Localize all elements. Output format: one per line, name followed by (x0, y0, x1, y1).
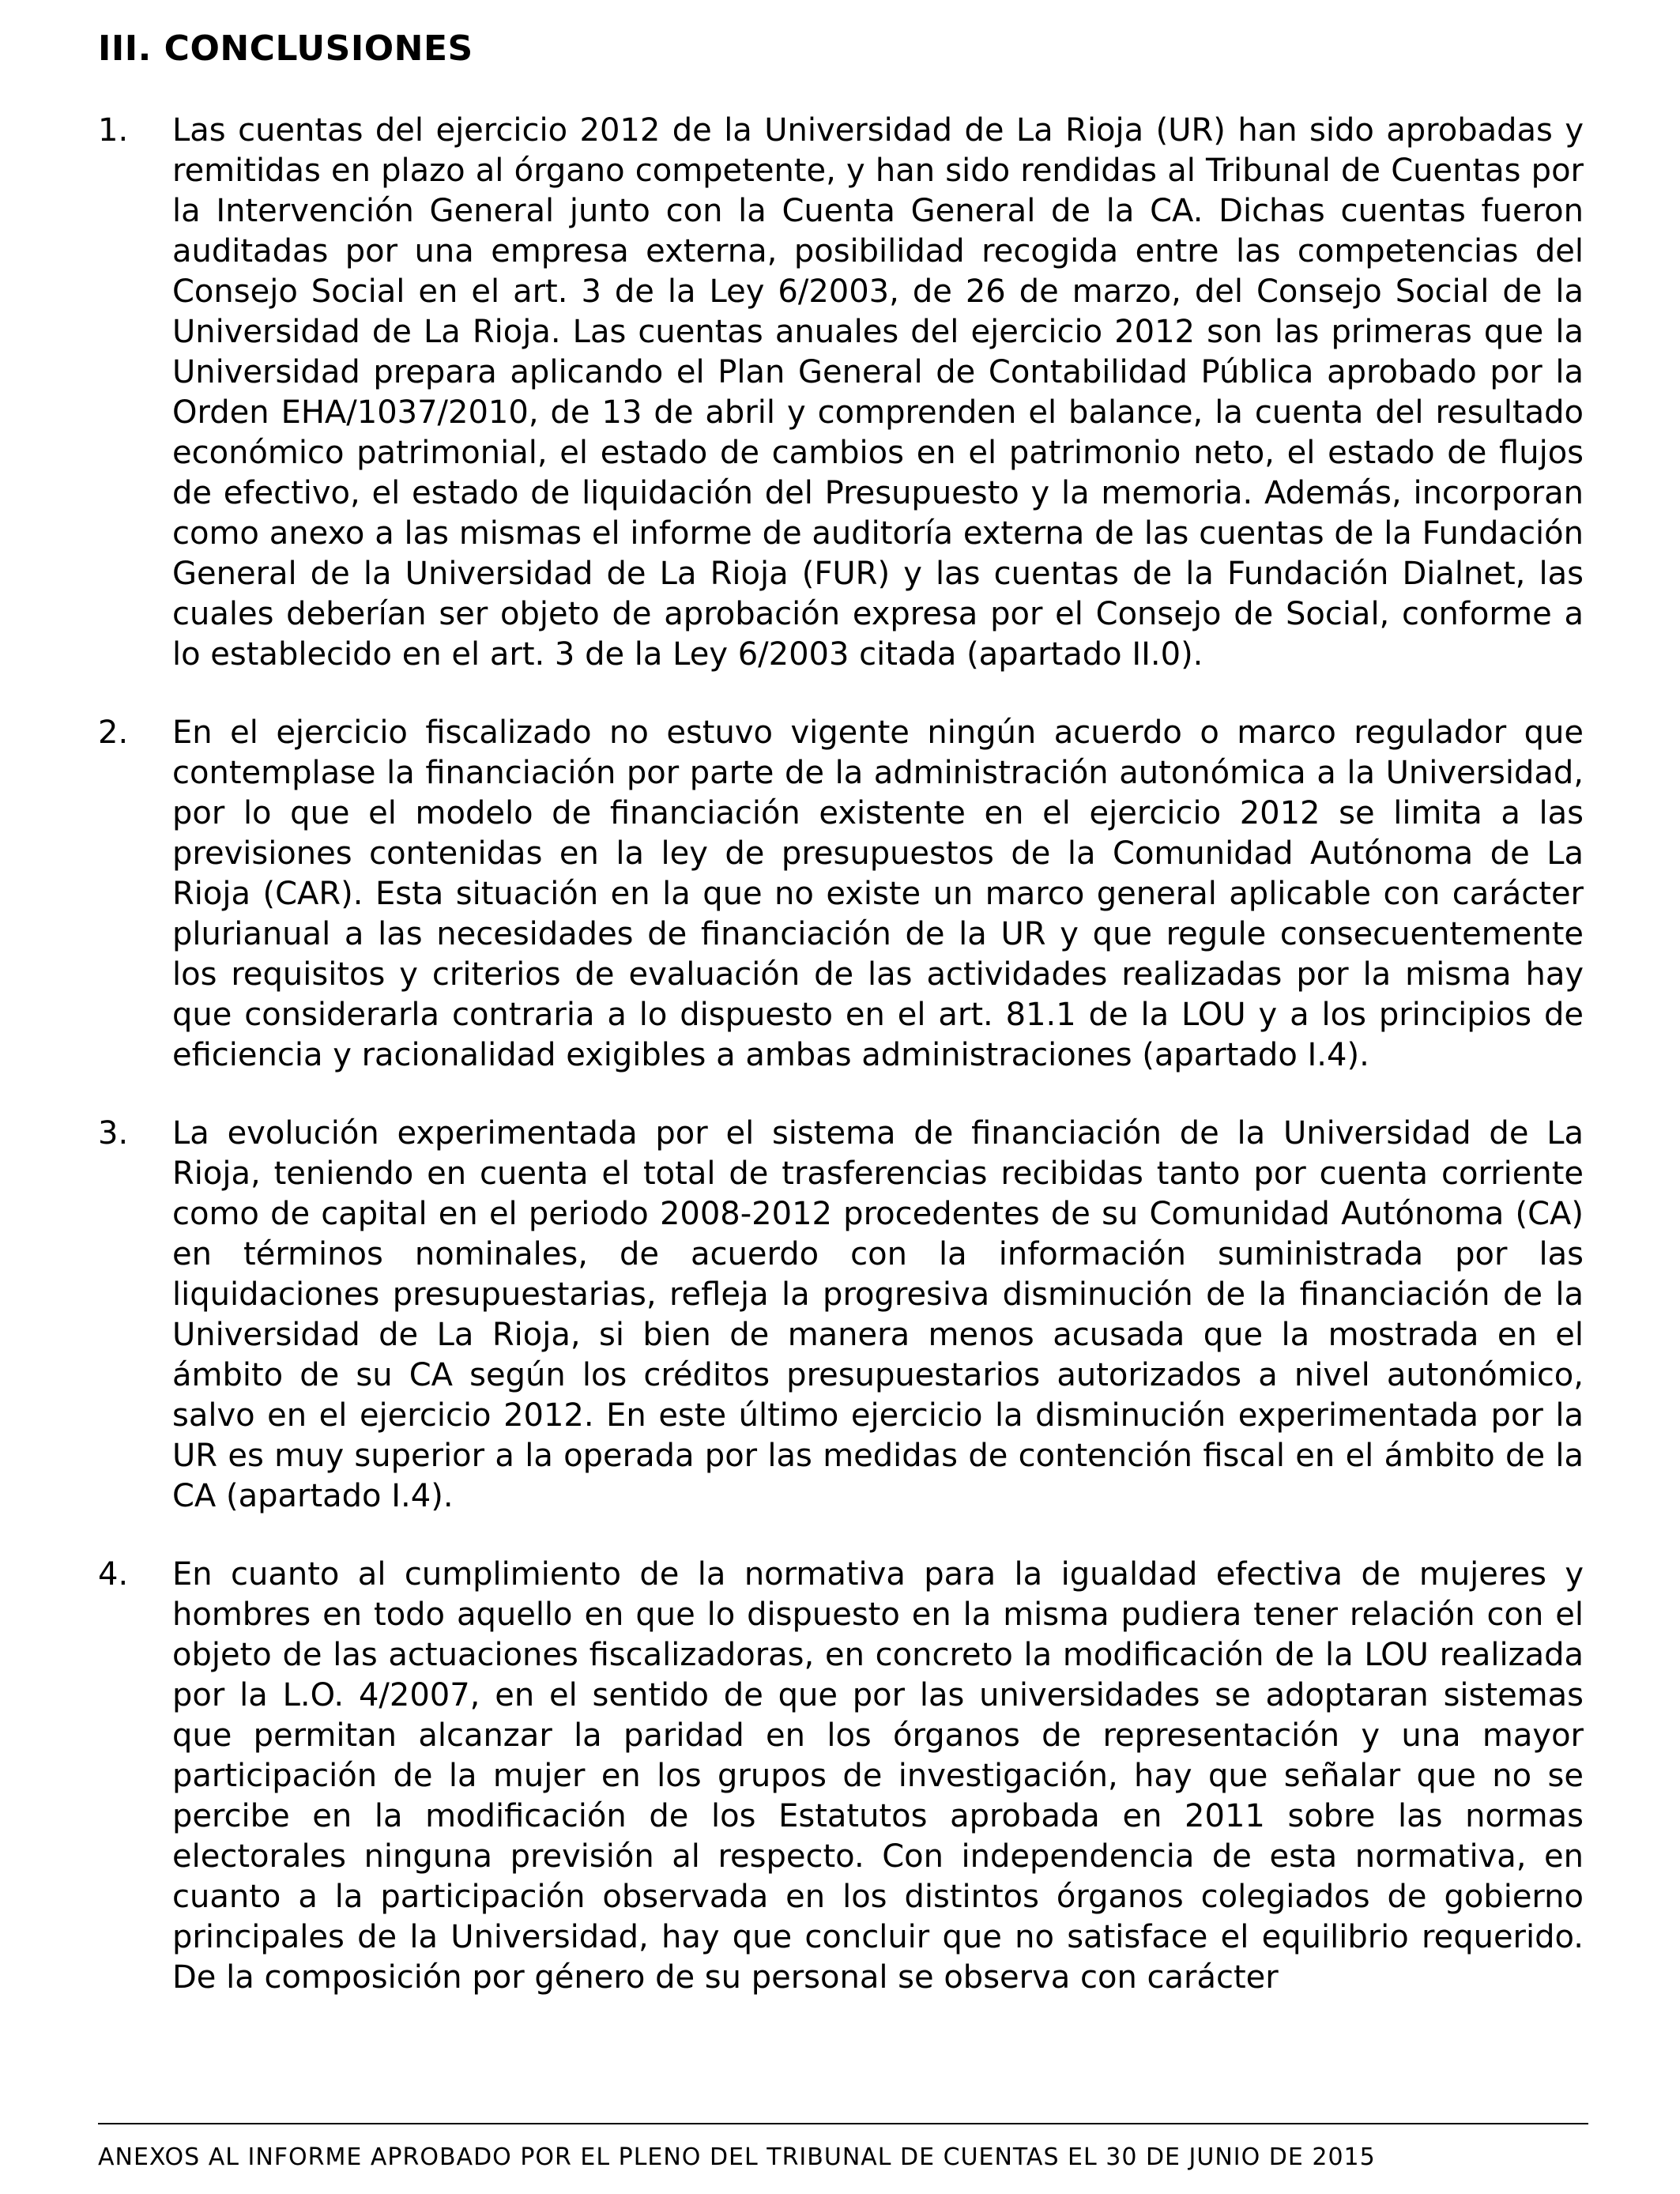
footer-caption: ANEXOS AL INFORME APROBADO POR EL PLENO DEL TRIBUNAL DE CUENTAS EL 30 DE JUNIO DE 2015 (98, 2143, 1376, 2171)
conclusion-item-4 (98, 1555, 1584, 1998)
section-heading: III. CONCLUSIONES (98, 28, 473, 69)
item-number: 3. (98, 1115, 129, 1152)
conclusions-list (98, 111, 1584, 2036)
item-text: Las cuentas del ejercicio 2012 de la Universidad de La Rioja (UR) han sido aprobadas y remitidas en plazo al órgano competente, y han sido rendidas al Tribunal de Cuentas por la Intervención General junto con la Cuenta General de la CA. Dichas cuentas fueron auditadas por una empresa externa, posibilidad recogida entre las competencias del Consejo Social en el art. 3 de la Ley 6/2003, de 26 de marzo, del Consejo Social de la Universidad de La Rioja. Las cuentas anuales del ejercicio 2012 son las primeras que la Universidad prepara aplicando el Plan General de Contabilidad Pública aprobado por la Orden EHA/1037/2010, de 13 de abril y comprenden el balance, la cuenta del resultado económico patrimonial, el estado de cambios en el patrimonio neto, el estado de flujos de efectivo, el estado de liquidación del Presupuesto y la memoria. Además, incorporan como anexo a las mismas el informe de auditoría externa de las cuentas de la Fundación General de la Universidad de La Rioja (FUR) y las cuentas de la Fundación Dialnet, las cuales deberían ser objeto de aprobación expresa por el Consejo de Social, conforme a lo establecido en el art. 3 de la Ley 6/2003 citada (apartado II.0). (172, 112, 1584, 673)
conclusion-item-3 (98, 1114, 1584, 1517)
item-text: En cuanto al cumplimiento de la normativa para la igualdad efectiva de mujeres y hombres en todo aquello en que lo dispuesto en la misma pudiera tener relación con el objeto de las actuaciones fiscalizadoras, en concreto la modificación de la LOU realizada por la L.O. 4/2007, en el sentido de que por las universidades se adoptaran sistemas que permitan alcanzar la paridad en los órganos de representación y una mayor participación de la mujer en los grupos de investigación, hay que señalar que no se percibe en la modificación de los Estatutos aprobada en 2011 sobre las normas electorales ninguna previsión al respecto. Con independencia de esta normativa, en cuanto a la participación observada en los distintos órganos colegiados de gobierno principales de la Universidad, hay que concluir que no satisface el equilibrio requerido. De la composición por género de su personal se observa con carácter (172, 1556, 1584, 1996)
conclusion-item-2 (98, 713, 1584, 1076)
item-text: En el ejercicio fiscalizado no estuvo vigente ningún acuerdo o marco regulador que contemplase la financiación por parte de la administración autonómica a la Universidad, por lo que el modelo de financiación existente en el ejercicio 2012 se limita a las previsiones contenidas en la ley de presupuestos de la Comunidad Autónoma de La Rioja (CAR). Esta situación en la que no existe un marco general aplicable con carácter plurianual a las necesidades de financiación de la UR y que regule consecuentemente los requisitos y criterios de evaluación de las actividades realizadas por la misma hay que considerarla contraria a lo dispuesto en el art. 81.1 de la LOU y a los principios de eficiencia y racionalidad exigibles a ambas administraciones (apartado I.4). (172, 714, 1584, 1073)
item-text: La evolución experimentada por el sistema de financiación de la Universidad de La Rioja, teniendo en cuenta el total de trasferencias recibidas tanto por cuenta corriente como de capital en el periodo 2008-2012 procedentes de su Comunidad Autónoma (CA) en términos nominales, de acuerdo con la información suministrada por las liquidaciones presupuestarias, refleja la progresiva disminución de la financiación de la Universidad de La Rioja, si bien de manera menos acusada que la mostrada en el ámbito de su CA según los créditos presupuestarios autorizados a nivel autonómico, salvo en el ejercicio 2012. En este último ejercicio la disminución experimentada por la UR es muy superior a la operada por las medidas de contención fiscal en el ámbito de la CA (apartado I.4). (172, 1115, 1584, 1514)
item-number: 2. (98, 714, 129, 751)
item-number: 1. (98, 112, 129, 149)
conclusion-item-1 (98, 111, 1584, 675)
item-number: 4. (98, 1556, 129, 1593)
footer-divider (98, 2123, 1588, 2124)
